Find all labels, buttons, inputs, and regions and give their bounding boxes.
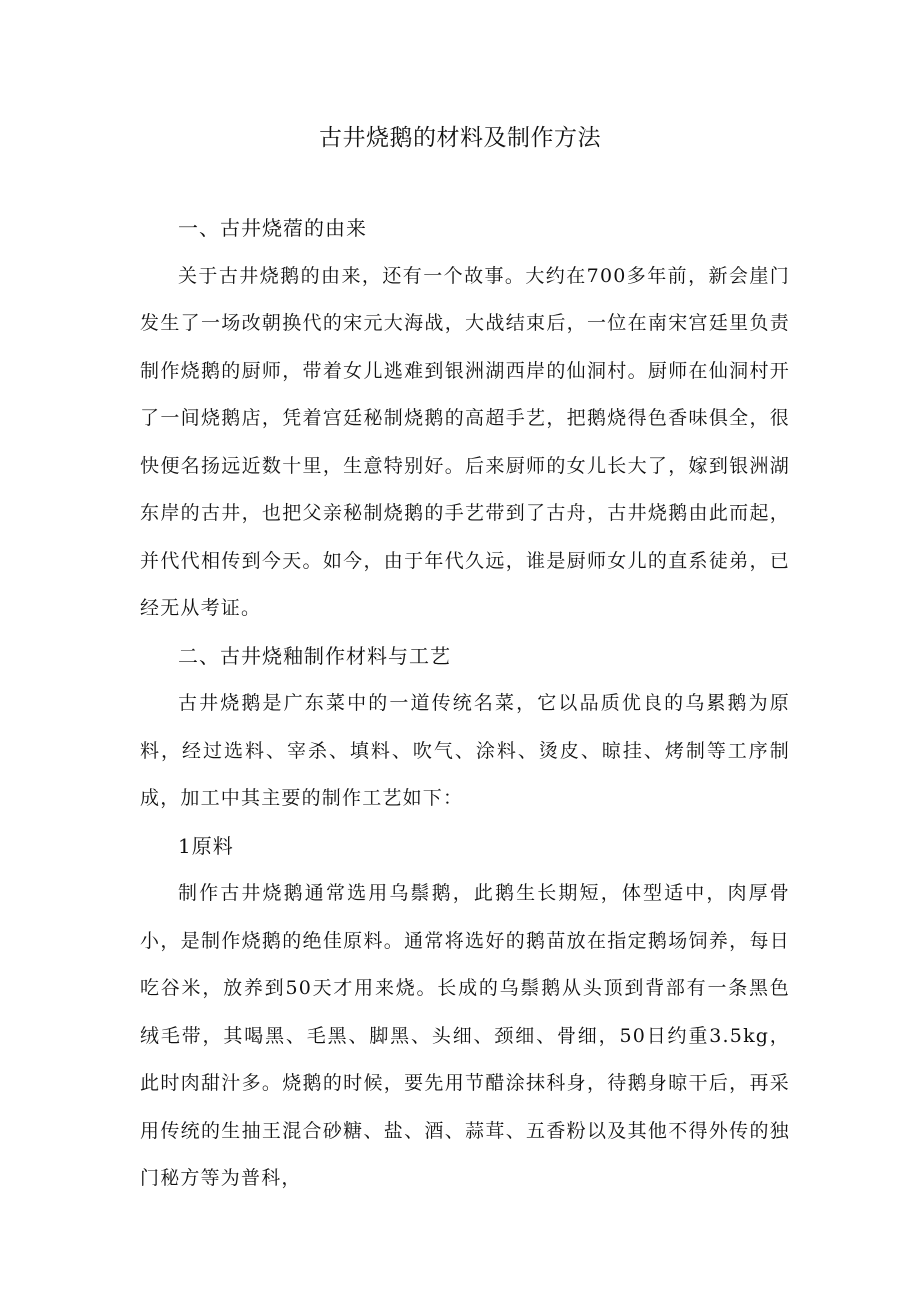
paragraph-origin: 关于古井烧鹅的由来，还有一个故事。大约在700多年前，新会崖门发生了一场改朝换代的宋元大海战，大战结束后，一位在南宋宫廷里负责制作烧鹅的厨师，带着女儿逃难到银洲湖西岸的仙洞村。厨师在仙洞村开了一间烧鹅店，凭着宫廷秘制烧鹅的高超手艺，把鹅烧得色香味俱全，很快便名扬远近数十里，生意特别好。后来厨师的女儿长大了，嫁到银洲湖东岸的古井，也把父亲秘制烧鹅的手艺带到了古舟，古井烧鹅由此而起，并代代相传到今天。如今，由于年代久远，谁是厨师女儿的直系徒弟，已经无从考证。 (140, 264, 790, 619)
section-heading-materials: 二、古井烧釉制作材料与工艺 (178, 643, 451, 668)
section-heading-raw-material: 1原料 (178, 833, 234, 858)
paragraph-materials: 古井烧鹅是广东菜中的一道传统名菜，它以品质优良的乌累鹅为原料，经过选料、宰杀、填料、吹气、涂料、烫皮、晾挂、烤制等工序制成，加工中其主要的制作工艺如下： (140, 692, 790, 809)
paragraph-raw-material: 制作古井烧鹅通常选用乌鬃鹅，此鹅生长期短，体型适中，肉厚骨小，是制作烧鹅的绝佳原料。通常将选好的鹅苗放在指定鹅场饲养，每日吃谷米，放养到50天才用来烧。长成的乌鬃鹅从头顶到背部有一条黑色绒毛带，其喝黑、毛黑、脚黑、头细、颈细、骨细，50日约重3.5kg，此时肉甜汁多。烧鹅的时候，要先用节醋涂抹科身，待鹅身晾干后，再采用传统的生抽王混合砂糖、盐、酒、蒜茸、五香粉以及其他不得外传的独门秘方等为普科， (140, 882, 790, 1189)
document-title: 古井烧鹅的材料及制作方法 (319, 125, 601, 151)
section-heading-origin: 一、古井烧蓿的由来 (178, 216, 367, 240)
document-body (140, 205, 790, 1203)
